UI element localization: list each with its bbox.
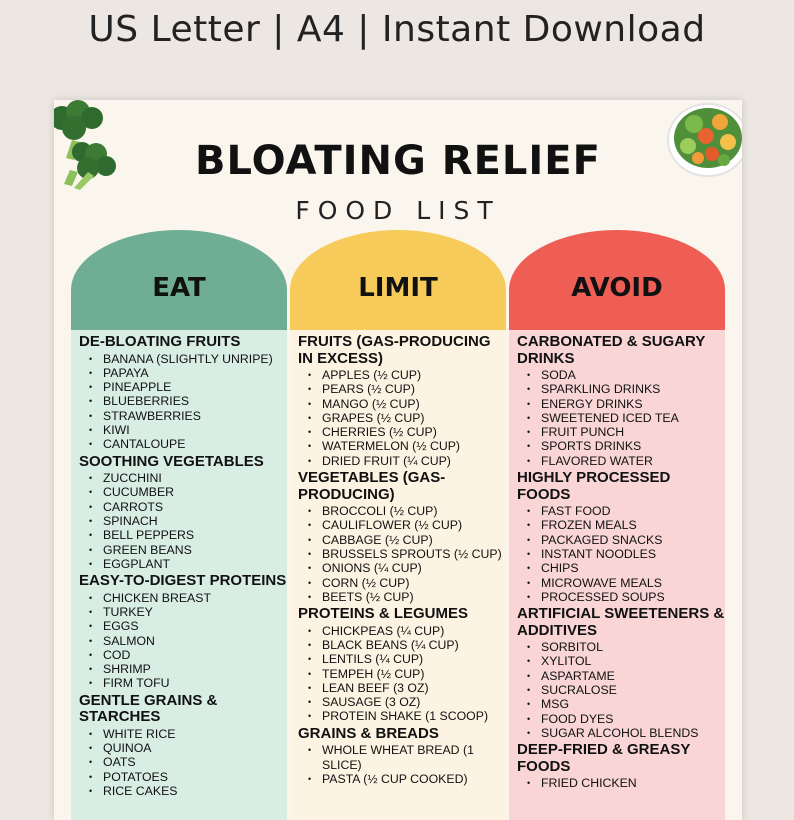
eat-section-title: SOOTHING VEGETABLES <box>79 452 264 470</box>
food-item: • BLACK BEANS (¼ CUP) <box>322 638 506 652</box>
food-item: • EGGPLANT <box>103 557 287 571</box>
food-item: • GREEN BEANS <box>103 543 287 557</box>
eat-column-header: EAT <box>71 230 287 330</box>
avoid-food-list <box>517 776 725 790</box>
food-item: • STRAWBERRIES <box>103 409 287 423</box>
food-list-sheet <box>54 100 742 820</box>
food-item: • SALMON <box>103 634 287 648</box>
food-item: • CHICKEN BREAST <box>103 591 287 605</box>
food-item: • APPLES (½ CUP) <box>322 368 506 382</box>
limit-column-body <box>290 330 506 820</box>
eat-section-title: GENTLE GRAINS & STARCHES <box>79 691 218 726</box>
food-item: • QUINOA <box>103 741 287 755</box>
avoid-section-title: ARTIFICIAL SWEETENERS & ADDITIVES <box>517 605 725 639</box>
food-item: • PASTA (½ CUP COOKED) <box>322 772 506 786</box>
food-item: • CORN (½ CUP) <box>322 576 506 590</box>
food-item: • MSG <box>541 697 725 711</box>
food-item: • SAUSAGE (3 OZ) <box>322 695 506 709</box>
food-item: • WHOLE WHEAT BREAD (1 SLICE) <box>322 743 506 772</box>
banner-text: US Letter | A4 | Instant Download <box>88 9 706 50</box>
eat-food-list <box>79 352 287 452</box>
limit-column <box>290 230 506 820</box>
avoid-column-body <box>509 330 725 820</box>
food-item: • BROCCOLI (½ CUP) <box>322 504 506 518</box>
page-title: BLOATING RELIEF <box>195 138 601 184</box>
food-item: • FIRM TOFU <box>103 676 287 690</box>
food-item: • WATERMELON (½ CUP) <box>322 439 506 453</box>
avoid-column <box>509 230 725 820</box>
food-item: • PACKAGED SNACKS <box>541 533 725 547</box>
limit-section-title: PROTEINS & LEGUMES <box>298 605 469 623</box>
food-item: • PROTEIN SHAKE (1 SCOOP) <box>322 709 506 723</box>
limit-food-list <box>298 743 506 786</box>
food-item: • FRIED CHICKEN <box>541 776 725 790</box>
eat-food-list <box>79 471 287 571</box>
food-item: • BEETS (½ CUP) <box>322 590 506 604</box>
food-item: • CARROTS <box>103 500 287 514</box>
food-item: • LENTILS (¼ CUP) <box>322 652 506 666</box>
limit-food-list <box>298 504 506 604</box>
food-item: • SORBITOL <box>541 640 725 654</box>
food-item: • MANGO (½ CUP) <box>322 397 506 411</box>
food-item: • MICROWAVE MEALS <box>541 576 725 590</box>
food-item: • GRAPES (½ CUP) <box>322 411 506 425</box>
food-item: • SWEETENED ICED TEA <box>541 411 725 425</box>
limit-section-title: VEGETABLES (GAS-PRODUCING) <box>298 469 446 503</box>
limit-section-title: GRAINS & BREADS <box>298 724 439 742</box>
food-item: • PAPAYA <box>103 366 287 380</box>
limit-column-header: LIMIT <box>290 230 506 330</box>
food-item: • PINEAPPLE <box>103 380 287 394</box>
avoid-food-list <box>517 640 725 740</box>
food-item: • SUGAR ALCOHOL BLENDS <box>541 726 725 740</box>
avoid-food-list <box>517 504 725 604</box>
food-item: • SUCRALOSE <box>541 683 725 697</box>
food-item: • SHRIMP <box>103 662 287 676</box>
food-item: • BANANA (SLIGHTLY UNRIPE) <box>103 352 287 366</box>
food-item: • SPARKLING DRINKS <box>541 382 725 396</box>
food-item: • CHIPS <box>541 561 725 575</box>
food-item: • FRUIT PUNCH <box>541 425 725 439</box>
food-item: • CAULIFLOWER (½ CUP) <box>322 518 506 532</box>
food-item: • FOOD DYES <box>541 712 725 726</box>
food-item: • BELL PEPPERS <box>103 528 287 542</box>
eat-food-list <box>79 591 287 691</box>
food-item: • DRIED FRUIT (¼ CUP) <box>322 454 506 468</box>
food-item: • TEMPEH (½ CUP) <box>322 667 506 681</box>
food-item: • BRUSSELS SPROUTS (½ CUP) <box>322 547 506 561</box>
food-item: • ASPARTAME <box>541 669 725 683</box>
food-item: • CHICKPEAS (¼ CUP) <box>322 624 506 638</box>
food-item: • EGGS <box>103 619 287 633</box>
food-item: • CUCUMBER <box>103 485 287 499</box>
food-item: • WHITE RICE <box>103 727 287 741</box>
food-item: • PEARS (½ CUP) <box>322 382 506 396</box>
food-item: • SPINACH <box>103 514 287 528</box>
food-item: • XYLITOL <box>541 654 725 668</box>
eat-column-body <box>71 330 287 820</box>
food-item: • CABBAGE (½ CUP) <box>322 533 506 547</box>
food-item: • CANTALOUPE <box>103 437 287 451</box>
eat-section-title: DE-BLOATING FRUITS <box>79 333 241 350</box>
food-item: • ONIONS (¼ CUP) <box>322 561 506 575</box>
food-item: • INSTANT NOODLES <box>541 547 725 561</box>
avoid-section-title: CARBONATED & SUGARY DRINKS <box>517 333 706 367</box>
limit-food-list <box>298 624 506 724</box>
eat-food-list <box>79 727 287 798</box>
eat-column <box>71 230 287 820</box>
food-item: • OATS <box>103 755 287 769</box>
food-item: • FAST FOOD <box>541 504 725 518</box>
food-item: • CHERRIES (½ CUP) <box>322 425 506 439</box>
avoid-section-title: HIGHLY PROCESSED FOODS <box>517 469 671 503</box>
food-item: • BLUEBERRIES <box>103 394 287 408</box>
food-item: • SODA <box>541 368 725 382</box>
food-item: • TURKEY <box>103 605 287 619</box>
limit-food-list <box>298 368 506 468</box>
food-item: • COD <box>103 648 287 662</box>
avoid-column-header: AVOID <box>509 230 725 330</box>
food-item: • SPORTS DRINKS <box>541 439 725 453</box>
food-item: • FLAVORED WATER <box>541 454 725 468</box>
page-subtitle: FOOD LIST <box>295 196 501 225</box>
eat-section-title: EASY-TO-DIGEST PROTEINS <box>79 572 287 590</box>
food-item: • RICE CAKES <box>103 784 287 798</box>
food-item: • KIWI <box>103 423 287 437</box>
food-item: • LEAN BEEF (3 OZ) <box>322 681 506 695</box>
avoid-food-list <box>517 368 725 468</box>
food-item: • POTATOES <box>103 770 287 784</box>
avoid-section-title: DEEP-FRIED & GREASY FOODS <box>517 741 691 775</box>
food-item: • FROZEN MEALS <box>541 518 725 532</box>
limit-section-title: FRUITS (GAS-PRODUCING IN EXCESS) <box>298 333 491 367</box>
food-item: • ENERGY DRINKS <box>541 397 725 411</box>
food-item: • ZUCCHINI <box>103 471 287 485</box>
food-item: • PROCESSED SOUPS <box>541 590 725 604</box>
